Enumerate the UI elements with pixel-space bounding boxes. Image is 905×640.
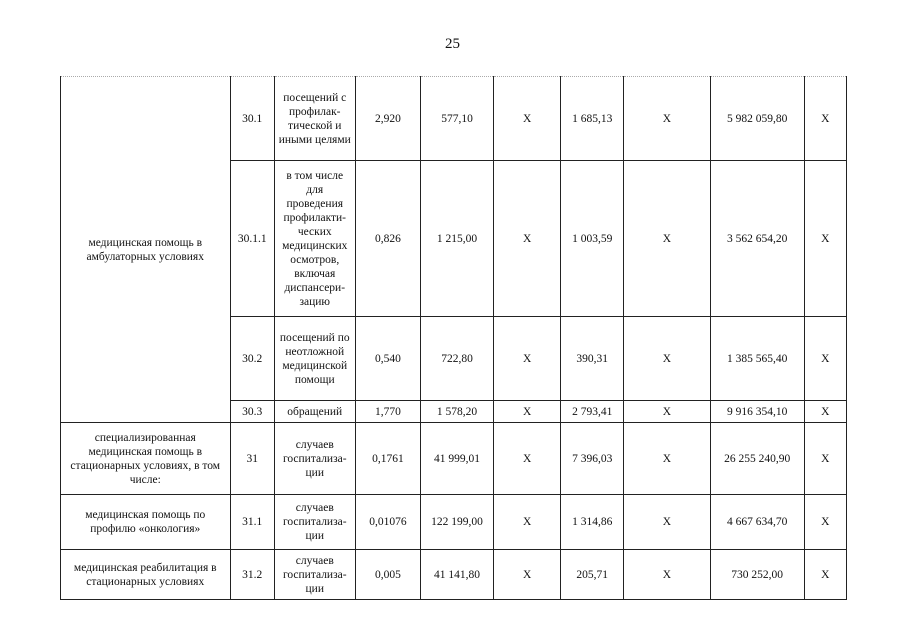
row-x: X [804,401,846,423]
row-x: X [623,401,710,423]
table-row [61,77,847,161]
row-x: X [493,161,561,317]
row-x: X [804,161,846,317]
row-total: 9 916 354,10 [710,401,804,423]
row-norm: 0,540 [355,317,421,401]
row-x: X [804,495,846,550]
row-unit: посещений по неотложной медицинской помощи [274,317,355,401]
row-per-capita: 205,71 [561,550,624,600]
row-per-capita: 1 003,59 [561,161,624,317]
row-x: X [623,317,710,401]
table-row [61,423,847,495]
row-x: X [623,495,710,550]
row-unit: случаев госпитализа-ции [274,495,355,550]
row-total: 4 667 634,70 [710,495,804,550]
row-unit: в том числе для проведения профилакти-ческих медицинских осмотров, включая диспансери-зацию [274,161,355,317]
row-x: X [804,423,846,495]
row-label: специализированная медицинская помощь в стационарных условиях, в том числе: [61,423,231,495]
table-row [61,495,847,550]
row-cost: 122 199,00 [421,495,494,550]
row-x: X [493,317,561,401]
row-cost: 1 215,00 [421,161,494,317]
row-per-capita: 7 396,03 [561,423,624,495]
row-per-capita: 1 685,13 [561,77,624,161]
row-per-capita: 2 793,41 [561,401,624,423]
row-total: 26 255 240,90 [710,423,804,495]
row-norm: 2,920 [355,77,421,161]
row-x: X [493,401,561,423]
row-x: X [623,550,710,600]
row-cost: 41 999,01 [421,423,494,495]
row-x: X [493,77,561,161]
row-per-capita: 390,31 [561,317,624,401]
row-cost: 1 578,20 [421,401,494,423]
row-code: 31 [230,423,274,495]
row-norm: 0,005 [355,550,421,600]
row-code: 31.2 [230,550,274,600]
row-x: X [804,77,846,161]
row-x: X [623,161,710,317]
row-label: медицинская реабилитация в стационарных условиях [61,550,231,600]
row-total: 730 252,00 [710,550,804,600]
row-x: X [493,423,561,495]
row-code: 30.1 [230,77,274,161]
row-x: X [804,317,846,401]
financing-table [60,76,847,600]
row-total: 5 982 059,80 [710,77,804,161]
row-code: 30.3 [230,401,274,423]
row-x: X [804,550,846,600]
row-unit: случаев госпитализа-ции [274,550,355,600]
row-code: 31.1 [230,495,274,550]
row-unit: посещений с профилак-тической и иными целями [274,77,355,161]
row-code: 30.1.1 [230,161,274,317]
row-cost: 722,80 [421,317,494,401]
row-norm: 0,01076 [355,495,421,550]
row-x: X [623,77,710,161]
row-x: X [623,423,710,495]
row-total: 1 385 565,40 [710,317,804,401]
row-cost: 41 141,80 [421,550,494,600]
row-per-capita: 1 314,86 [561,495,624,550]
row-x: X [493,550,561,600]
row-norm: 1,770 [355,401,421,423]
row-label: медицинская помощь в амбулаторных условиях [61,77,231,423]
table-row [61,550,847,600]
row-unit: случаев госпитализа-ции [274,423,355,495]
row-code: 30.2 [230,317,274,401]
row-cost: 577,10 [421,77,494,161]
row-x: X [493,495,561,550]
row-norm: 0,826 [355,161,421,317]
row-total: 3 562 654,20 [710,161,804,317]
row-norm: 0,1761 [355,423,421,495]
row-label: медицинская помощь по профилю «онкология» [61,495,231,550]
row-unit: обращений [274,401,355,423]
page-number: 25 [445,36,460,52]
